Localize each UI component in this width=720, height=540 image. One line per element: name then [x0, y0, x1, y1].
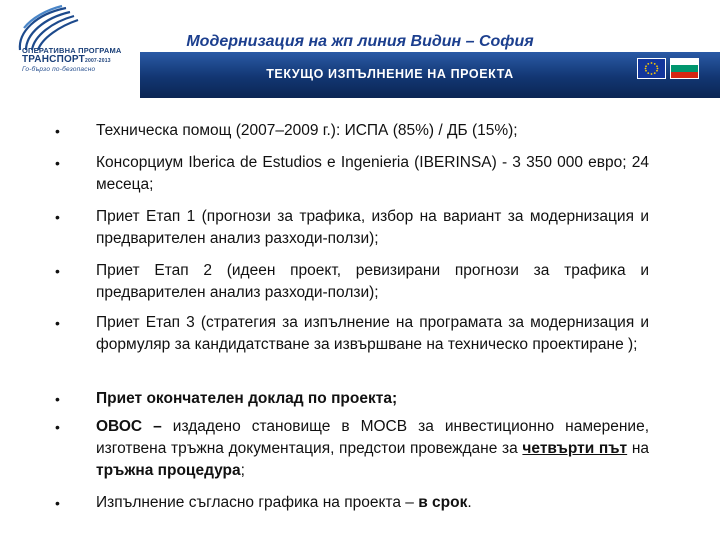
- bullet-dot: •: [55, 209, 60, 225]
- eu-flag-icon: [637, 58, 666, 79]
- bullet-dot: •: [55, 263, 60, 279]
- item-bold-text: в срок: [418, 494, 468, 511]
- item-bold-text: ОВОС –: [96, 418, 162, 435]
- logo-line2-suffix: 2007-2013: [84, 58, 111, 64]
- page-subtitle: ТЕКУЩО ИЗПЪЛНЕНИЕ НА ПРОЕКТА: [266, 67, 514, 81]
- item-text: Консорциум Iberica de Estudios e Ingenieria (IBERINSA) - 3 350 000 евро; 24 месеца;: [96, 154, 649, 193]
- item-normal-text: Изпълнение съгласно графика на проекта –: [96, 494, 414, 511]
- item-text: Приет Етап 1 (прогнози за трафика, избор на вариант за модернизация и предварителен анализ разходи-ползи);: [96, 208, 649, 247]
- bullet-dot: •: [55, 495, 60, 511]
- item-text: [96, 492, 649, 514]
- item-text: Техническа помощ (2007–2009 г.): ИСПА (85%) / ДБ (15%);: [96, 122, 518, 139]
- logo-line1: ОПЕРАТИВНА ПРОГРАМА: [22, 46, 122, 55]
- item-text: [96, 388, 649, 410]
- logo-line3: Го-бързо по-безопасно: [22, 66, 96, 73]
- bullet-dot: •: [55, 419, 60, 435]
- bullet-dot: •: [55, 123, 60, 139]
- item-end-punct: .: [467, 494, 472, 511]
- item-bold-text: Приет окончателен доклад по проекта;: [96, 390, 398, 407]
- item-end-punct: ;: [240, 462, 245, 479]
- item-underlined-text: четвърти път: [522, 440, 628, 457]
- item-normal-text: издадено становище в МОСВ за инвестиционно намерение, изготвена тръжна документация, предстои провеждане за: [96, 418, 650, 457]
- slide-header: [0, 0, 720, 100]
- item-text: Приет Етап 2 (идеен проект, ревизирани прогнози за трафика и предварителен анализ разходи-ползи);: [96, 262, 649, 301]
- item-bold-text: тръжна процедура: [96, 462, 241, 479]
- bulgaria-flag-icon: [670, 58, 699, 79]
- page-title: Модернизация на жп линия Видин – София: [186, 33, 534, 50]
- bullet-dot: •: [55, 155, 60, 171]
- item-text: Приет Етап 3 (стратегия за изпълнение на програмата за модернизация и формуляр за кандидатстване за извършване на техническо проектиране );: [96, 314, 649, 353]
- program-logo-text: [22, 47, 122, 74]
- logo-line2: ТРАНСПОРТ: [22, 54, 85, 65]
- item-normal-text: на: [631, 440, 649, 457]
- item-text: [96, 416, 649, 482]
- bullet-dot: •: [55, 315, 60, 331]
- bullet-dot: •: [55, 391, 60, 407]
